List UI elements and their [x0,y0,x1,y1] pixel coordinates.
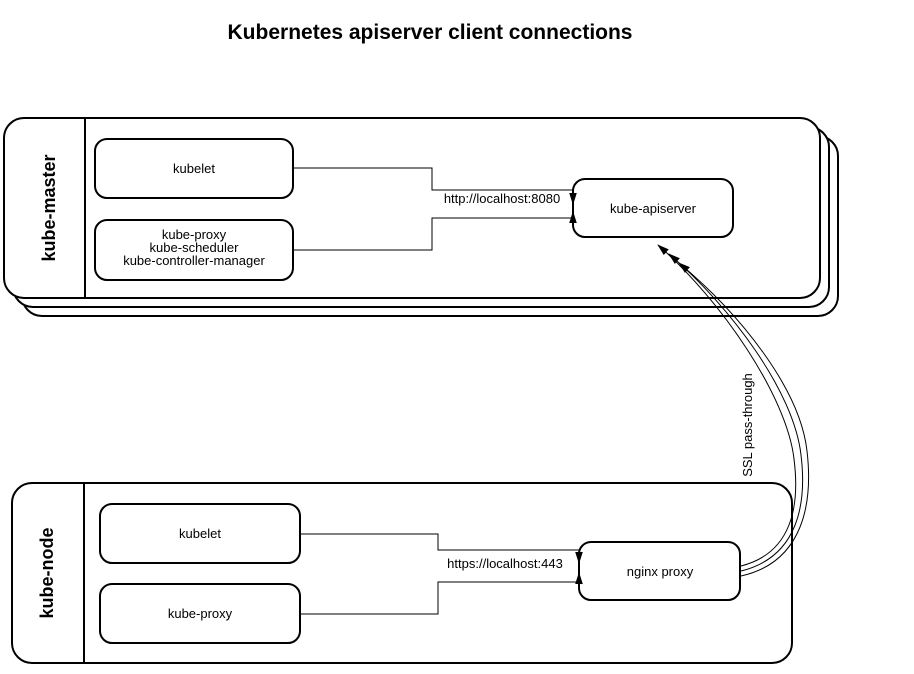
kube-apiserver-label: kube-apiserver [610,201,696,216]
node-kube-proxy-label: kube-proxy [167,606,233,621]
http-localhost-8080-edge-label: http://localhost:8080 [443,191,561,206]
master-kubelet-label: kubelet [173,161,215,176]
ssl-passthrough-edge-label: SSL pass-through [740,373,755,477]
node-kubelet-label: kubelet [179,526,221,541]
https-localhost-443-edge-label: https://localhost:443 [447,556,563,571]
nginx-proxy-label: nginx proxy [626,564,694,579]
kube-master-label: kube-master [39,154,59,262]
master-service-kube-controller-manager-label: kube-controller-manager [123,253,265,268]
kube-node-group [12,483,792,663]
kube-node-label: kube-node [37,527,57,619]
kube-master-group [4,118,838,316]
master-service-kube-proxy-label: kube-proxy [161,227,227,242]
master-service-kube-scheduler-label: kube-scheduler [149,240,239,255]
diagram-title: Kubernetes apiserver client connections [227,21,633,44]
